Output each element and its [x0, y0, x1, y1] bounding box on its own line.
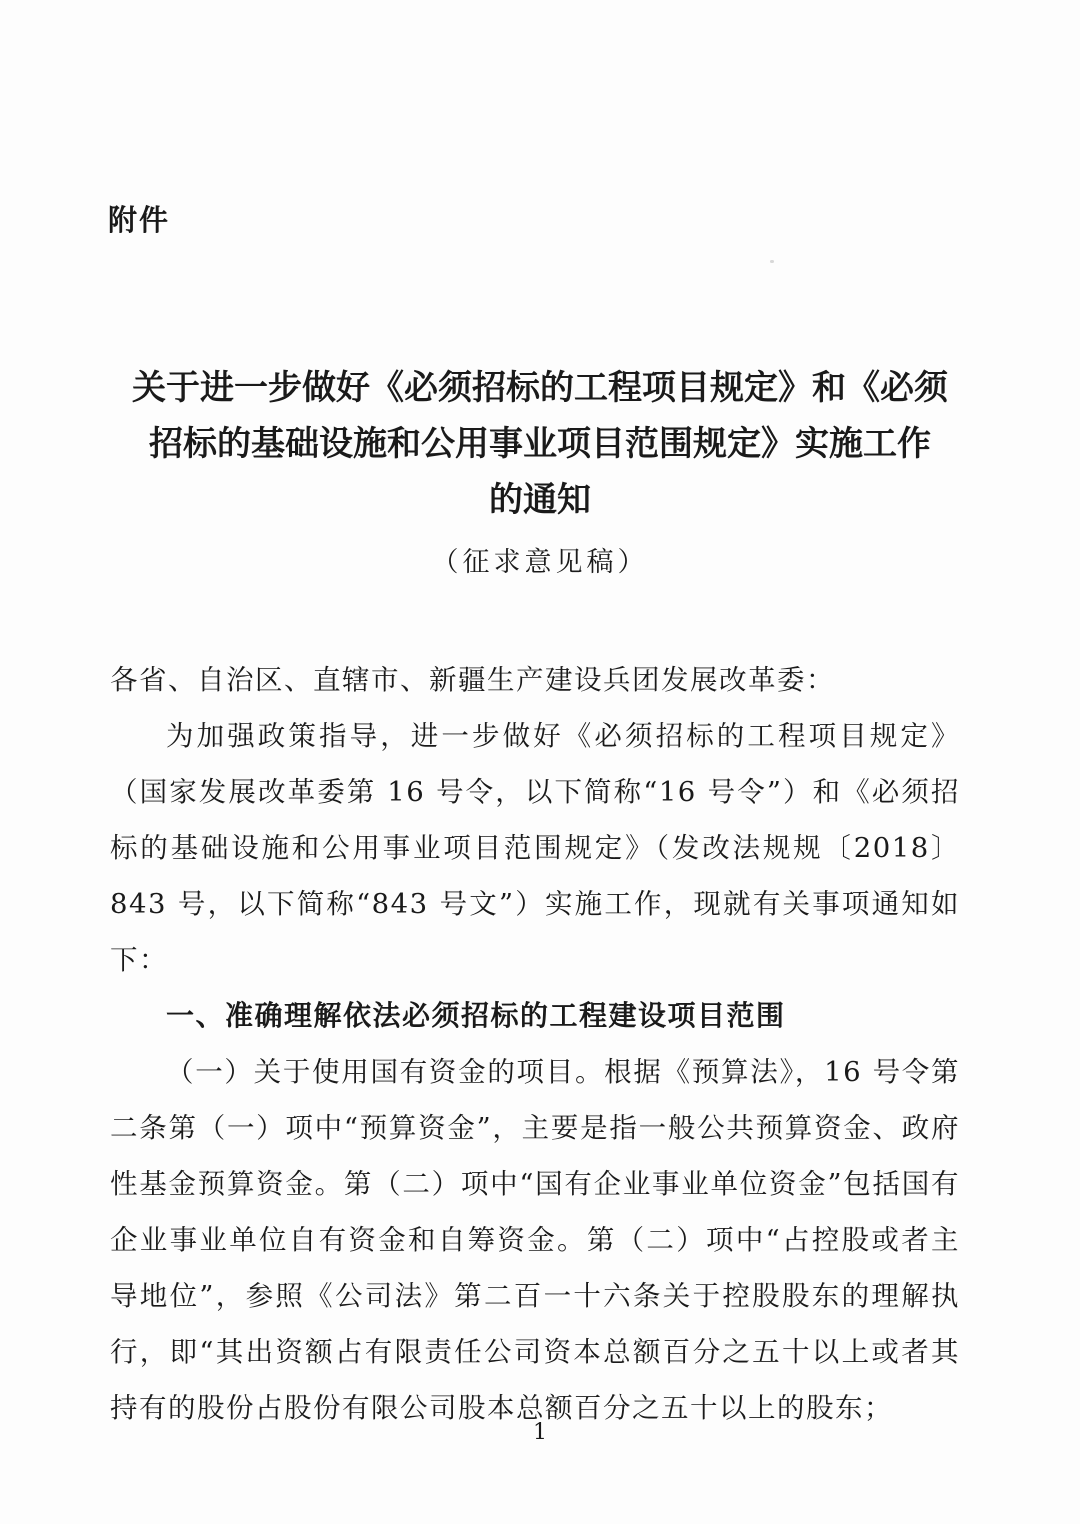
document-body: [110, 652, 960, 1436]
salutation: 各省、自治区、直辖市、新疆生产建设兵团发展改革委：: [110, 664, 835, 696]
title-line-2: 招标的基础设施和公用事业项目范围规定》实施工作: [149, 424, 931, 464]
attachment-label: 附件: [108, 203, 171, 237]
scan-speck: [770, 260, 774, 263]
page-number: 1: [533, 1420, 547, 1445]
document-subtitle: （征求意见稿）: [431, 547, 649, 578]
section-heading: 一、准确理解依法必须招标的工程建设项目范围: [166, 999, 786, 1032]
document-title: [100, 360, 980, 528]
section-paragraph: （一）关于使用国有资金的项目。根据《预算法》，16 号令第二条第（一）项中“预算资金”，主要是指一般公共预算资金、政府性基金预算资金。第（二）项中“国有企业事业单位资金”包括国有企业事业单位自有资金和自筹资金。第（二）项中“占控股或者主导地位”，参照《公司法》第二百一十六条关于控股股东的理解执行，即“其出资额占有限责任公司资本总额百分之五十以上或者其持有的股份占股份有限公司股本总额百分之五十以上的股东；: [110, 1056, 960, 1424]
title-line-1: 关于进一步做好《必须招标的工程项目规定》和《必须: [132, 368, 948, 408]
intro-paragraph: 为加强政策指导，进一步做好《必须招标的工程项目规定》（国家发展改革委第 16 号令，以下简称“16 号令”）和《必须招标的基础设施和公用事业项目范围规定》（发改法规规〔2018〕843 号，以下简称“843 号文”）实施工作，现就有关事项通知如下：: [110, 720, 960, 976]
title-line-3: 的通知: [489, 480, 591, 520]
